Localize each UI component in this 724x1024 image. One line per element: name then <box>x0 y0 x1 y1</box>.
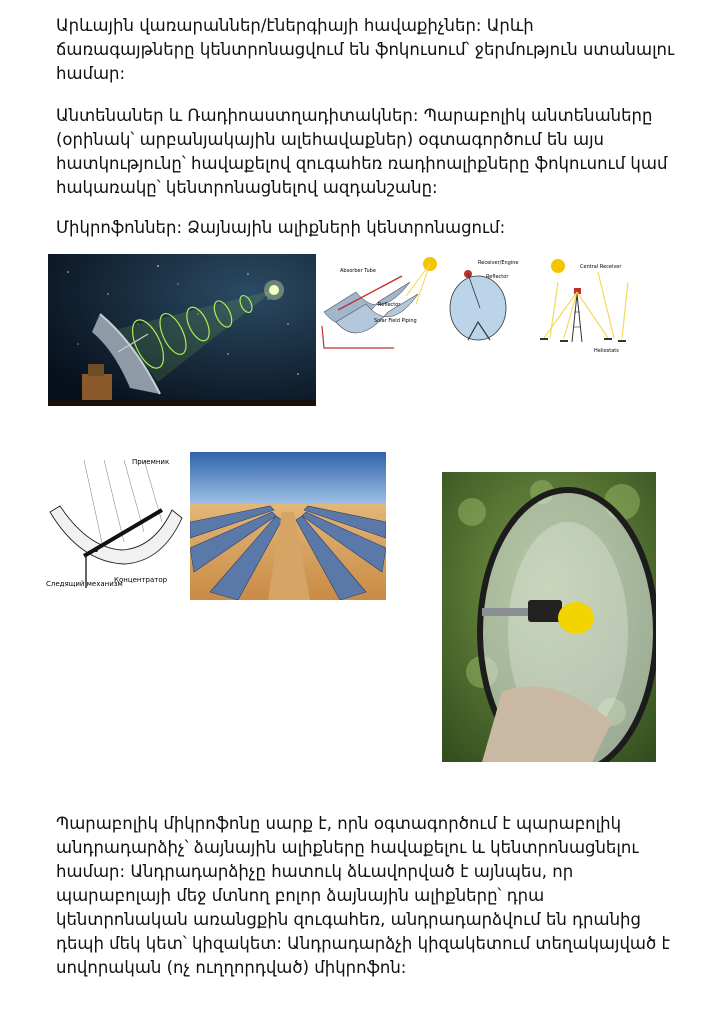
microphones-paragraph: Միկրոֆոններ: Ձայնային ալիքների կենտրոնացում: <box>56 218 506 237</box>
parabolic-mic-paragraph: Պարաբոլիկ միկրոֆոնը սարք է, որն օգտագործում է պարաբոլիկ անդրադարձիչ՝ ձայնային ալիքները հավաքելու և կենտրոնացնելու համար: Անդրադարձիչը հատուկ ձևավորված է այնպես, որ պարաբոլայի մեջ մտնող բոլոր ձայնային ալիքները՝ դրա կենտրոնական առանցքին զուգահեռ, անդրադարձվում են դրանից դեպի մեկ կետ՝ կիզակետ: Անդրադարձչի կիզակետում տեղակայված է սովորական (ոչ ուղղորդված) միկրոֆոն: <box>56 814 671 977</box>
antennas-paragraph: Անտենաներ և Ռադիոաստղադիտակներ: Պարաբոլիկ անտենաները (օրինակ՝ արբանյակային ալեհավաքներ) օգտագործում են այս հատկությունը՝ հավաքելով զուգահեռ ռադիոալիքները ֆոկուսում կամ հակառակը՝ կենտրոնացնելով ազդանշանը: <box>56 106 668 197</box>
parabolic-microphone-photo <box>442 472 656 762</box>
trough-label-piping: Solar Field Piping <box>374 318 417 324</box>
trough-label-reflector: Reflector <box>378 302 401 308</box>
solar-field-photo <box>190 452 386 600</box>
label-concentrator: Концентратор <box>114 576 168 584</box>
concentrator-sketch <box>44 452 188 598</box>
solar-concentrators-diagram <box>318 252 646 358</box>
radio-telescope-photo <box>48 254 316 406</box>
dish-label-reflector: Reflector <box>486 274 509 280</box>
dish-label-receiver: Receiver/Engine <box>478 260 519 266</box>
label-tracker: Следящий механизм <box>46 580 123 588</box>
trough-label-absorber: Absorber Tube <box>340 268 376 274</box>
tower-label-heliostats: Heliostats <box>594 348 619 354</box>
tower-label-receiver: Central Receiver <box>580 264 622 270</box>
label-receiver: Приемник <box>132 458 170 466</box>
solar-paragraph: Արևային վառարաններ/էներգիայի հավաքիչներ: Արևի ճառագայթները կենտրոնացվում են ֆոկուսում՝ ջերմություն ստանալու համար: <box>56 16 675 83</box>
sun-icon <box>551 259 565 273</box>
